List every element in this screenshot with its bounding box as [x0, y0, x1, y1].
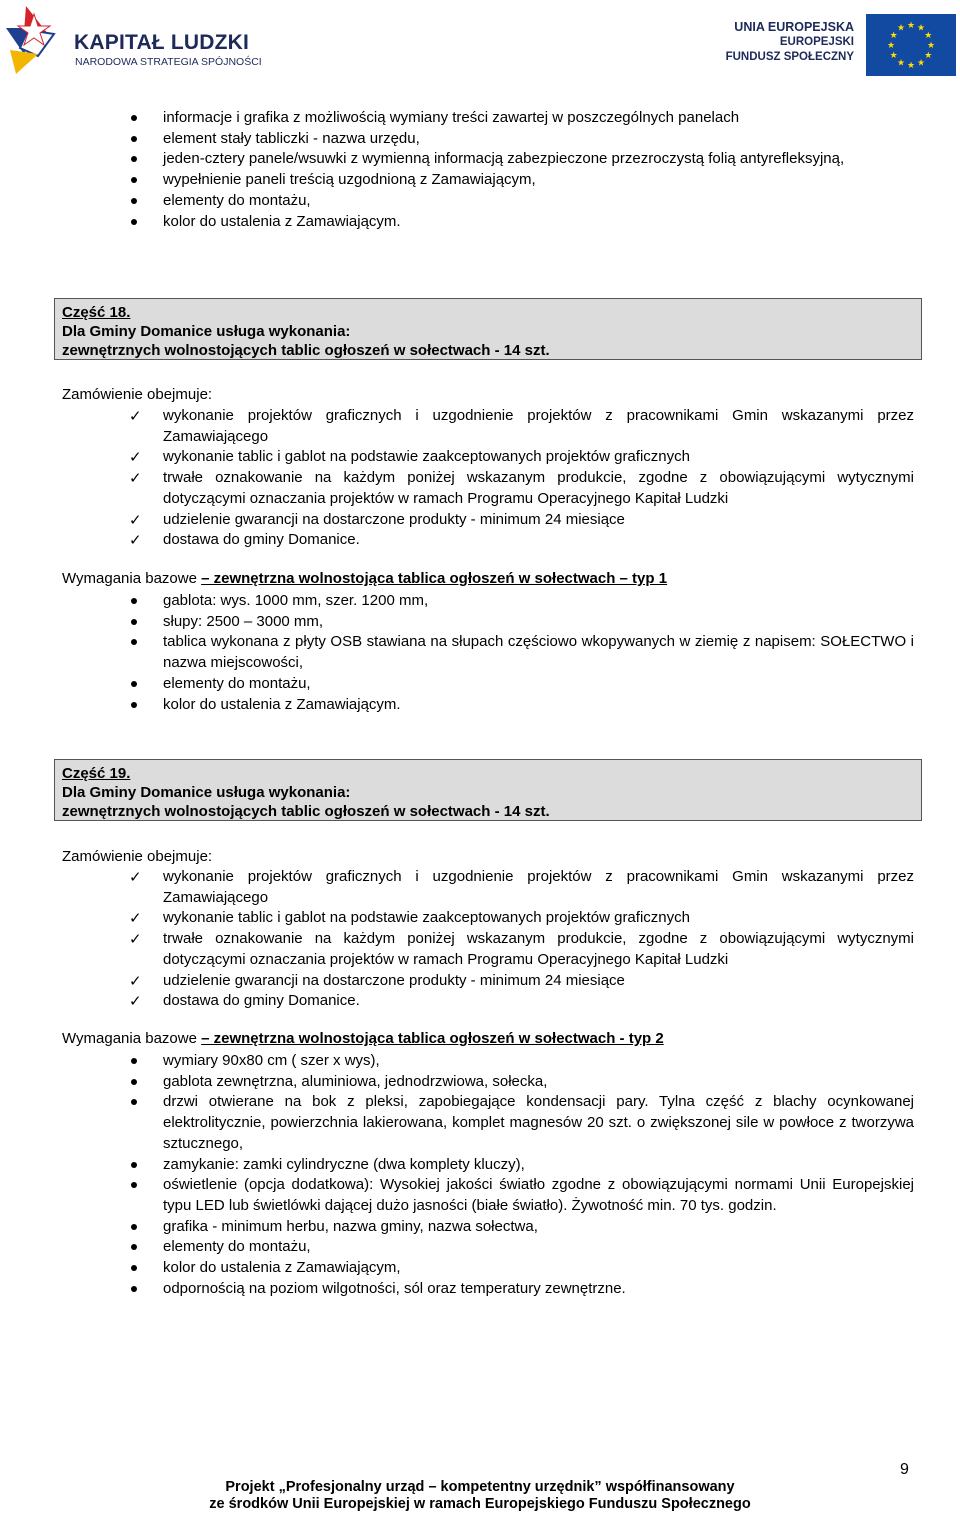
- requirements-prefix: Wymagania bazowe: [62, 570, 202, 587]
- part18-requirements-list: [128, 591, 914, 715]
- list-item: kolor do ustalenia z Zamawiającym,: [128, 1258, 914, 1279]
- footer-line2: ze środków Unii Europejskiej w ramach Europejskiego Funduszu Społecznego: [209, 1496, 751, 1512]
- part19-subtitle: Dla Gminy Domanice usługa wykonania:: [62, 784, 351, 801]
- part18-title: Część 18.: [62, 304, 131, 321]
- part18-description: zewnętrznych wolnostojących tablic ogłoszeń w sołectwach - 14 szt.: [62, 342, 550, 359]
- list-item: kolor do ustalenia z Zamawiającym.: [128, 695, 914, 716]
- eu-star-icon: ★: [924, 51, 933, 61]
- list-item: ✓ wykonanie projektów graficznych i uzgodnienie projektów z pracownikami Gmin wskazanymi przez Zamawiającego: [128, 406, 914, 447]
- top-bullet-list: [128, 108, 914, 232]
- part19-heading-box: [54, 759, 922, 821]
- requirements-title: – zewnętrzna wolnostojąca tablica ogłoszeń w sołectwach - typ 2: [201, 1030, 664, 1047]
- eu-star-icon: ★: [926, 41, 936, 51]
- page-number: 9: [900, 1461, 909, 1478]
- list-item: wypełnienie paneli treścią uzgodnioną z Zamawiającym,: [128, 170, 914, 191]
- part18-order-label: Zamówienie obejmuje:: [62, 386, 213, 403]
- eu-star-icon: ★: [906, 61, 916, 71]
- list-item: tablica wykonana z płyty OSB stawiana na słupach częściowo wkopywanych w ziemię z napisem: SOŁECTWO i nazwa miejscowości,: [128, 632, 914, 673]
- part18-subtitle: Dla Gminy Domanice usługa wykonania:: [62, 323, 351, 340]
- eu-star-icon: ★: [886, 41, 896, 51]
- kapital-ludzki-logo: [4, 4, 264, 78]
- eu-star-icon: ★: [916, 23, 926, 34]
- list-item: informacje i grafika z możliwością wymiany treści zawartej w poszczególnych panelach: [128, 108, 914, 129]
- list-item: ✓ udzielenie gwarancji na dostarczone produkty - minimum 24 miesiące: [128, 971, 914, 992]
- kapital-ludzki-title: KAPITAŁ LUDZKI: [74, 31, 250, 54]
- list-item: elementy do montażu,: [128, 1237, 914, 1258]
- part19-order-label: Zamówienie obejmuje:: [62, 848, 213, 865]
- list-item: oświetlenie (opcja dodatkowa): Wysokiej jakości światło zgodne z obowiązującymi normami Unii Europejskiej typu LED lub świetlówki dającej dużo jasności (białe światło). Żywotność min. 70 tys. godzin.: [128, 1175, 914, 1216]
- eu-logo-line1: UNIA EUROPEJSKA: [734, 20, 854, 34]
- list-item: jeden-cztery panele/wsuwki z wymienną informacją zabezpieczone przezroczystą folią antyrefleksyjną,: [128, 149, 914, 170]
- eu-star-icon: ★: [889, 31, 898, 41]
- eu-star-icon: ★: [896, 58, 906, 69]
- list-item: element stały tabliczki - nazwa urzędu,: [128, 129, 914, 150]
- list-item: drzwi otwierane na bok z pleksi, zapobiegające kondensacji pary. Tylna część z blachy ocynkowanej elektrolitycznie, powierzchnia lakierowana, komplet magnesów 20 szt. o zwiększonej sile w powłoce z tworzywa sztucznego,: [128, 1092, 914, 1154]
- part19-description: zewnętrznych wolnostojących tablic ogłoszeń w sołectwach - 14 szt.: [62, 803, 550, 820]
- list-item: ✓ wykonanie tablic i gablot na podstawie zaakceptowanych projektów graficznych: [128, 908, 914, 929]
- list-item: kolor do ustalenia z Zamawiającym.: [128, 212, 914, 233]
- eu-logo-line3: FUNDUSZ SPOŁECZNY: [725, 51, 854, 63]
- list-item: ✓ udzielenie gwarancji na dostarczone produkty - minimum 24 miesiące: [128, 510, 914, 531]
- kapital-ludzki-subtitle: NARODOWA STRATEGIA SPÓJNOŚCI: [75, 56, 262, 68]
- eu-star-icon: ★: [889, 51, 898, 61]
- eu-star-icon: ★: [896, 23, 906, 34]
- eu-star-icon: ★: [924, 31, 933, 41]
- list-item: wymiary 90x80 cm ( szer x wys),: [128, 1051, 914, 1072]
- part19-requirements-list: [128, 1051, 914, 1299]
- footer-line1: Projekt „Profesjonalny urząd – kompetentny urzędnik” współfinansowany: [225, 1479, 735, 1495]
- requirements-title: – zewnętrzna wolnostojąca tablica ogłoszeń w sołectwach – typ 1: [201, 570, 668, 587]
- eu-flag-icon: [866, 14, 956, 76]
- list-item: zamykanie: zamki cylindryczne (dwa komplety kluczy),: [128, 1155, 914, 1176]
- list-item: elementy do montażu,: [128, 674, 914, 695]
- list-item: odpornością na poziom wilgotności, sól oraz temperatury zewnętrzne.: [128, 1279, 914, 1300]
- list-item: ✓ wykonanie tablic i gablot na podstawie zaakceptowanych projektów graficznych: [128, 447, 914, 468]
- list-item: elementy do montażu,: [128, 191, 914, 212]
- list-item: grafika - minimum herbu, nazwa gminy, nazwa sołectwa,: [128, 1217, 914, 1238]
- part19-requirements-heading: [62, 1030, 664, 1047]
- part19-order-list: [128, 867, 914, 1012]
- eu-star-icon: ★: [906, 21, 916, 31]
- list-item: gablota: wys. 1000 mm, szer. 1200 mm,: [128, 591, 914, 612]
- list-item: gablota zewnętrzna, aluminiowa, jednodrzwiowa, sołecka,: [128, 1072, 914, 1093]
- part18-heading-box: [54, 298, 922, 360]
- eu-logo: [725, 14, 956, 80]
- eu-star-icon: ★: [916, 58, 926, 69]
- part18-order-list: [128, 406, 914, 551]
- part19-title: Część 19.: [62, 765, 131, 782]
- kapital-ludzki-emblem-icon: [4, 4, 66, 78]
- list-item: słupy: 2500 – 3000 mm,: [128, 612, 914, 633]
- list-item: ✓ trwałe oznakowanie na każdym poniżej wskazanym produkcie, zgodne z obowiązującymi wytycznymi dotyczącymi oznaczania projektów w ramach Programu Operacyjnego Kapitał Ludzki: [128, 468, 914, 509]
- list-item: ✓ trwałe oznakowanie na każdym poniżej wskazanym produkcie, zgodne z obowiązującymi wytycznymi dotyczącymi oznaczania projektów w ramach Programu Operacyjnego Kapitał Ludzki: [128, 929, 914, 970]
- list-item: ✓ dostawa do gminy Domanice.: [128, 530, 914, 551]
- part18-requirements-heading: [62, 570, 667, 587]
- list-item: ✓ wykonanie projektów graficznych i uzgodnienie projektów z pracownikami Gmin wskazanymi przez Zamawiającego: [128, 867, 914, 908]
- requirements-prefix: Wymagania bazowe: [62, 1030, 202, 1047]
- list-item: ✓ dostawa do gminy Domanice.: [128, 991, 914, 1012]
- eu-logo-line2: EUROPEJSKI: [779, 36, 854, 48]
- page-header: [0, 0, 960, 86]
